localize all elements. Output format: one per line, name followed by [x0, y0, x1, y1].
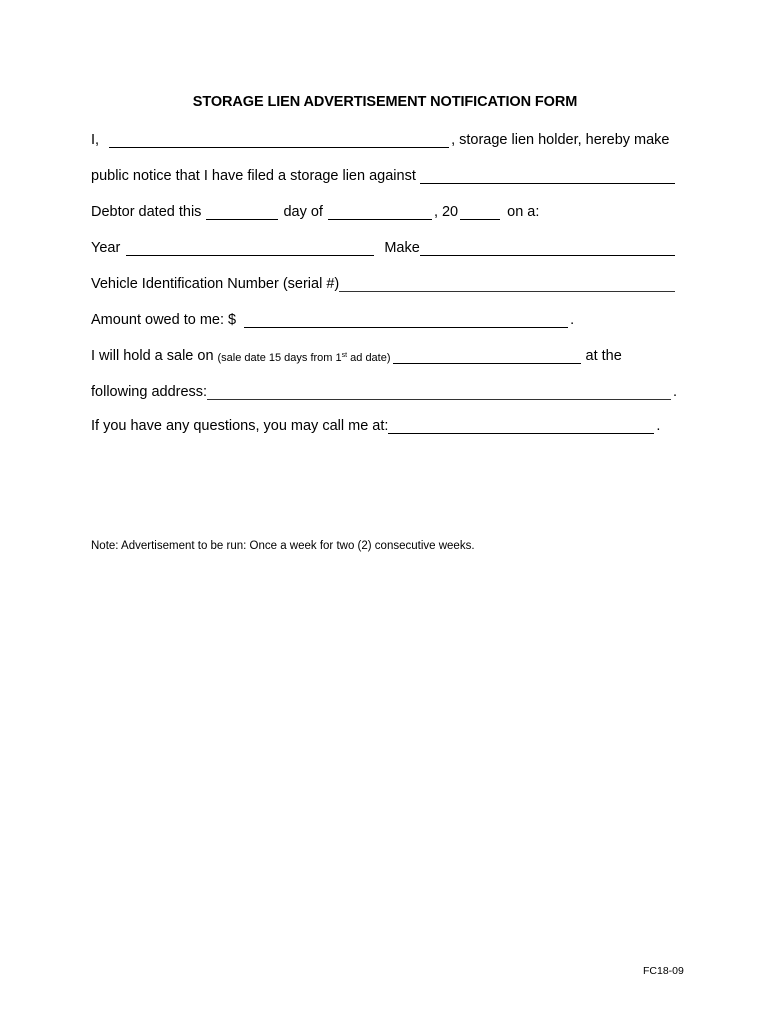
- vehicle-line: [91, 236, 677, 256]
- year-suffix-field[interactable]: [460, 204, 500, 220]
- date-suffix: on a:: [507, 204, 540, 220]
- phone-line: [91, 414, 677, 434]
- month-field[interactable]: [328, 204, 432, 220]
- amount-field[interactable]: [244, 312, 568, 328]
- address-field[interactable]: [207, 384, 671, 400]
- date-prefix: Debtor dated this: [91, 204, 202, 220]
- vin-field[interactable]: [339, 276, 675, 292]
- sale-prefix: I will hold a sale on: [91, 348, 214, 364]
- make-label: Make: [384, 240, 420, 256]
- form-code: FC18-09: [643, 965, 684, 977]
- date-line: [91, 200, 677, 220]
- holder-prefix: I,: [91, 132, 100, 148]
- vehicle-year-field[interactable]: [126, 240, 374, 256]
- amount-label: Amount owed to me: $: [91, 312, 237, 328]
- phone-field[interactable]: [388, 418, 654, 434]
- form-title: STORAGE LIEN ADVERTISEMENT NOTIFICATION FORM: [192, 94, 578, 110]
- vin-line: [91, 272, 677, 292]
- sale-date-hint-b: ad date): [347, 352, 391, 364]
- advertisement-note: Note: Advertisement to be run: Once a week for two (2) consecutive weeks.: [91, 540, 475, 552]
- vin-label: Vehicle Identification Number (serial #): [91, 276, 340, 292]
- address-suffix: .: [672, 384, 677, 400]
- holder-name-field[interactable]: [109, 132, 449, 148]
- day-field[interactable]: [206, 204, 278, 220]
- sale-date-field[interactable]: [393, 348, 581, 364]
- amount-suffix: .: [570, 312, 575, 328]
- sale-date-hint-sup: st: [341, 352, 348, 359]
- debtor-line: [91, 164, 677, 184]
- sale-date-hint-a: (sale date 15 days from 1: [217, 352, 342, 364]
- address-label: following address:: [91, 384, 208, 400]
- sale-suffix: at the: [585, 348, 622, 364]
- phone-suffix: .: [656, 418, 661, 434]
- sale-line: [91, 344, 677, 364]
- sale-date-hint: [218, 352, 391, 364]
- debtor-name-field[interactable]: [420, 168, 675, 184]
- date-mid1: day of: [283, 204, 323, 220]
- year-label: Year: [91, 240, 121, 256]
- holder-suffix: , storage lien holder, hereby make: [451, 132, 670, 148]
- date-mid2: , 20: [433, 204, 459, 220]
- amount-line: [91, 308, 677, 328]
- address-line: [91, 380, 677, 400]
- holder-line: [91, 128, 677, 148]
- debtor-prefix: public notice that I have filed a storage lien against: [91, 168, 416, 184]
- phone-label: If you have any questions, you may call me at:: [91, 418, 389, 434]
- vehicle-make-field[interactable]: [420, 240, 675, 256]
